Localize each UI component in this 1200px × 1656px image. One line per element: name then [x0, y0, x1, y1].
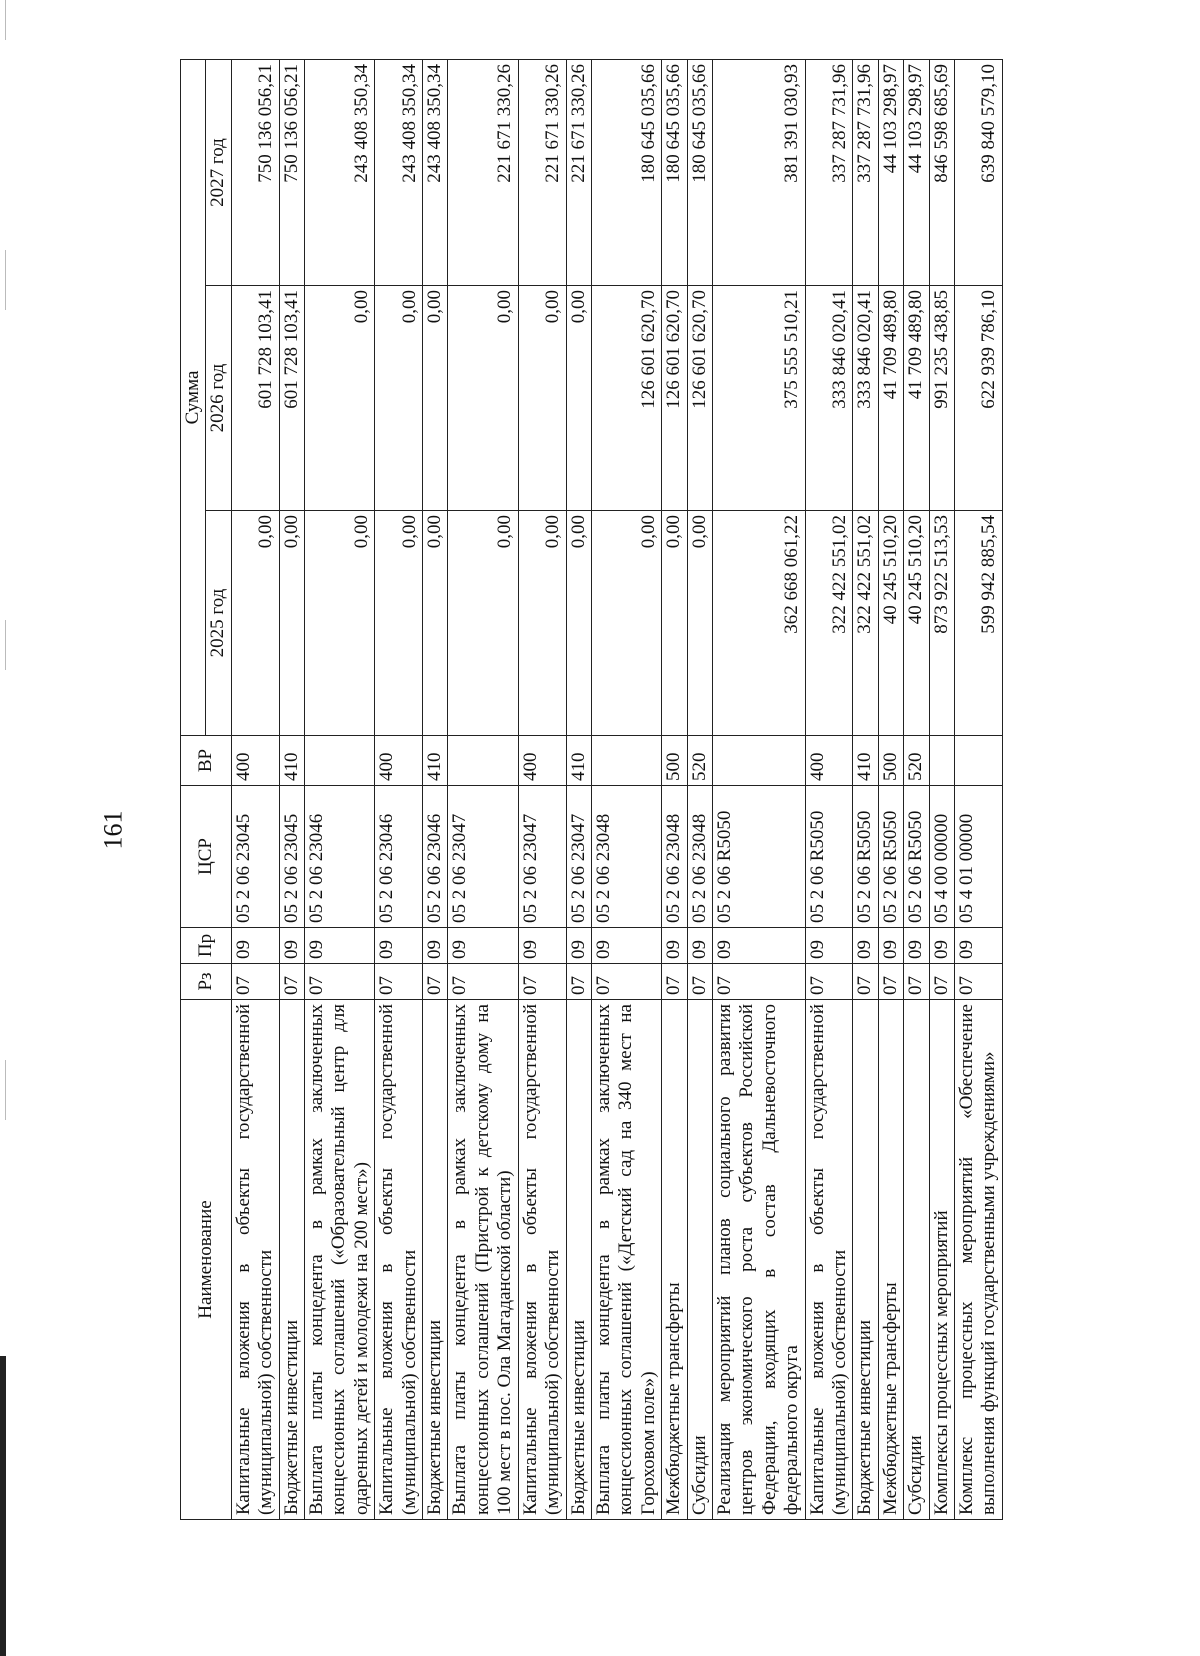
row-2027: 243 408 350,34	[423, 60, 448, 286]
row-name: Субсидии	[687, 1000, 712, 1520]
row-name: Бюджетные инвестиции	[423, 1000, 448, 1520]
row-2025: 873 922 513,53	[929, 511, 954, 736]
table-row	[566, 60, 591, 1520]
row-2025: 40 245 510,20	[878, 511, 903, 736]
row-2027: 243 408 350,34	[305, 60, 375, 286]
row-2026: 622 939 786,10	[955, 286, 1003, 511]
row-name: Реализация мероприятий планов социального развития центров экономического роста субъектов Российской Федерации, входящих в состав Дальневосточного федерального округа	[712, 1000, 805, 1520]
row-2025: 0,00	[279, 511, 304, 736]
row-vr	[712, 736, 805, 786]
row-2026: 333 846 020,41	[805, 286, 853, 511]
row-2027: 180 645 035,66	[687, 60, 712, 286]
row-csr: 05 2 06 R5050	[853, 786, 878, 928]
row-2025: 322 422 551,02	[805, 511, 853, 736]
row-2027: 639 840 579,10	[955, 60, 1003, 286]
row-rz: 07	[566, 964, 591, 1000]
row-rz: 07	[423, 964, 448, 1000]
page-number: 161	[98, 810, 128, 850]
table-row	[518, 60, 566, 1520]
row-vr: 520	[687, 736, 712, 786]
row-pr: 09	[853, 928, 878, 964]
row-csr: 05 2 06 R5050	[904, 786, 929, 928]
row-2026: 126 601 620,70	[687, 286, 712, 511]
row-name: Комплексы процессных мероприятий	[929, 1000, 954, 1520]
row-rz: 07	[518, 964, 566, 1000]
row-2027: 221 671 330,26	[518, 60, 566, 286]
row-2025: 322 422 551,02	[853, 511, 878, 736]
row-pr: 09	[305, 928, 375, 964]
row-csr: 05 2 06 23048	[687, 786, 712, 928]
row-pr: 09	[904, 928, 929, 964]
row-csr: 05 2 06 23046	[375, 786, 423, 928]
row-2026: 991 235 438,85	[929, 286, 954, 511]
row-name: Межбюджетные трансферты	[662, 1000, 687, 1520]
row-2026: 0,00	[566, 286, 591, 511]
row-2027: 381 391 030,93	[712, 60, 805, 286]
row-name: Выплата платы концедента в рамках заключенных концессионных соглашений (Пристрой к детскому дому на 100 мест в пос. Ола Магаданской области)	[448, 1000, 518, 1520]
row-name: Комплекс процессных мероприятий «Обеспечение выполнения функций государственными учреждениями»	[955, 1000, 1003, 1520]
row-2026: 126 601 620,70	[591, 286, 661, 511]
row-2025: 0,00	[591, 511, 661, 736]
row-rz: 07	[305, 964, 375, 1000]
row-2027: 846 598 685,69	[929, 60, 954, 286]
row-2027: 44 103 298,97	[904, 60, 929, 286]
row-csr: 05 2 06 23048	[662, 786, 687, 928]
row-2027: 337 287 731,96	[805, 60, 853, 286]
row-2027: 180 645 035,66	[662, 60, 687, 286]
row-vr	[955, 736, 1003, 786]
row-pr: 09	[878, 928, 903, 964]
row-name: Капитальные вложения в объекты государственной (муниципальной) собственности	[231, 1000, 279, 1520]
table-row	[305, 60, 375, 1520]
row-csr: 05 2 06 R5050	[712, 786, 805, 928]
row-2026: 601 728 103,41	[231, 286, 279, 511]
table-row	[687, 60, 712, 1520]
col-header-2025: 2025 год	[206, 511, 231, 736]
row-2027: 750 136 056,21	[231, 60, 279, 286]
row-csr: 05 4 01 00000	[955, 786, 1003, 928]
row-csr: 05 4 00 00000	[929, 786, 954, 928]
row-rz: 07	[853, 964, 878, 1000]
row-pr: 09	[231, 928, 279, 964]
row-name: Капитальные вложения в объекты государственной (муниципальной) собственности	[375, 1000, 423, 1520]
row-vr: 400	[375, 736, 423, 786]
row-pr: 09	[566, 928, 591, 964]
row-rz: 07	[279, 964, 304, 1000]
row-2026: 41 709 489,80	[904, 286, 929, 511]
row-name: Бюджетные инвестиции	[279, 1000, 304, 1520]
row-name: Выплата платы концедента в рамках заключенных концессионных соглашений («Образовательный центр для одаренных детей и молодежи на 200 мест»)	[305, 1000, 375, 1520]
row-2027: 180 645 035,66	[591, 60, 661, 286]
row-vr: 500	[878, 736, 903, 786]
col-header-rz: Рз	[181, 964, 232, 1000]
row-csr: 05 2 06 23046	[423, 786, 448, 928]
row-2025: 0,00	[448, 511, 518, 736]
row-rz: 07	[805, 964, 853, 1000]
col-header-name: Наименование	[181, 1000, 232, 1520]
row-vr: 410	[853, 736, 878, 786]
col-header-2026: 2026 год	[206, 286, 231, 511]
row-vr: 410	[566, 736, 591, 786]
table-row	[279, 60, 304, 1520]
table-row	[929, 60, 954, 1520]
row-name: Межбюджетные трансферты	[878, 1000, 903, 1520]
row-pr: 09	[805, 928, 853, 964]
row-rz: 07	[448, 964, 518, 1000]
row-name: Бюджетные инвестиции	[566, 1000, 591, 1520]
row-2025: 0,00	[305, 511, 375, 736]
row-2026: 0,00	[448, 286, 518, 511]
row-pr: 09	[929, 928, 954, 964]
row-2025: 0,00	[566, 511, 591, 736]
row-2026: 333 846 020,41	[853, 286, 878, 511]
row-rz: 07	[591, 964, 661, 1000]
row-2025: 362 668 061,22	[712, 511, 805, 736]
row-rz: 07	[712, 964, 805, 1000]
row-2026: 0,00	[375, 286, 423, 511]
col-header-2027: 2027 год	[206, 60, 231, 286]
table-row	[955, 60, 1003, 1520]
row-2025: 0,00	[423, 511, 448, 736]
row-2027: 750 136 056,21	[279, 60, 304, 286]
row-vr	[591, 736, 661, 786]
budget-table	[180, 59, 1003, 1520]
table-row	[231, 60, 279, 1520]
row-2027: 243 408 350,34	[375, 60, 423, 286]
row-name: Капитальные вложения в объекты государственной (муниципальной) собственности	[518, 1000, 566, 1520]
row-csr: 05 2 06 23047	[448, 786, 518, 928]
header-row	[181, 60, 206, 1520]
row-2026: 41 709 489,80	[878, 286, 903, 511]
row-pr: 09	[955, 928, 1003, 964]
scan-edge-mark	[5, 1060, 6, 1120]
col-header-vr: ВР	[181, 736, 232, 786]
row-pr: 09	[662, 928, 687, 964]
row-pr: 09	[712, 928, 805, 964]
row-pr: 09	[518, 928, 566, 964]
row-2027: 44 103 298,97	[878, 60, 903, 286]
row-2026: 0,00	[423, 286, 448, 511]
row-vr: 500	[662, 736, 687, 786]
row-csr: 05 2 06 R5050	[805, 786, 853, 928]
row-pr: 09	[375, 928, 423, 964]
scan-binding-edge	[0, 1356, 32, 1656]
row-2025: 0,00	[375, 511, 423, 736]
row-2025: 599 942 885,54	[955, 511, 1003, 736]
row-rz: 07	[231, 964, 279, 1000]
row-vr: 520	[904, 736, 929, 786]
row-2025: 0,00	[687, 511, 712, 736]
table-row	[591, 60, 661, 1520]
row-csr: 05 2 06 R5050	[878, 786, 903, 928]
col-header-sum: Сумма	[181, 60, 206, 736]
row-2026: 601 728 103,41	[279, 286, 304, 511]
table-row	[878, 60, 903, 1520]
row-vr	[448, 736, 518, 786]
row-2025: 0,00	[231, 511, 279, 736]
row-2026: 0,00	[305, 286, 375, 511]
table-body	[231, 60, 1002, 1520]
table-row	[375, 60, 423, 1520]
row-vr	[305, 736, 375, 786]
row-csr: 05 2 06 23047	[566, 786, 591, 928]
row-name: Выплата платы концедента в рамках заключенных концессионных соглашений («Детский сад на 340 мест на Гороховом поле»)	[591, 1000, 661, 1520]
scan-edge-mark	[5, 250, 6, 310]
row-rz: 07	[878, 964, 903, 1000]
row-name: Капитальные вложения в объекты государственной (муниципальной) собственности	[805, 1000, 853, 1520]
row-2027: 221 671 330,26	[566, 60, 591, 286]
table-row	[805, 60, 853, 1520]
scan-edge-mark	[5, 620, 6, 670]
row-pr: 09	[687, 928, 712, 964]
row-vr: 400	[231, 736, 279, 786]
col-header-csr: ЦСР	[181, 786, 232, 928]
row-vr: 410	[279, 736, 304, 786]
row-2027: 337 287 731,96	[853, 60, 878, 286]
row-pr: 09	[448, 928, 518, 964]
row-2026: 0,00	[518, 286, 566, 511]
row-rz: 07	[929, 964, 954, 1000]
table-row	[448, 60, 518, 1520]
table-row	[662, 60, 687, 1520]
row-vr: 400	[805, 736, 853, 786]
row-pr: 09	[423, 928, 448, 964]
row-csr: 05 2 06 23046	[305, 786, 375, 928]
row-2026: 126 601 620,70	[662, 286, 687, 511]
row-csr: 05 2 06 23045	[279, 786, 304, 928]
table-row	[853, 60, 878, 1520]
row-name: Субсидии	[904, 1000, 929, 1520]
row-2027: 221 671 330,26	[448, 60, 518, 286]
rotated-document-area	[180, 60, 1090, 1520]
row-csr: 05 2 06 23045	[231, 786, 279, 928]
row-vr: 410	[423, 736, 448, 786]
table-row	[712, 60, 805, 1520]
row-rz: 07	[375, 964, 423, 1000]
row-rz: 07	[904, 964, 929, 1000]
row-2025: 40 245 510,20	[904, 511, 929, 736]
row-2026: 375 555 510,21	[712, 286, 805, 511]
row-2025: 0,00	[518, 511, 566, 736]
col-header-pr: Пр	[181, 928, 232, 964]
table-row	[423, 60, 448, 1520]
row-name: Бюджетные инвестиции	[853, 1000, 878, 1520]
row-rz: 07	[687, 964, 712, 1000]
row-pr: 09	[591, 928, 661, 964]
row-vr	[929, 736, 954, 786]
row-vr: 400	[518, 736, 566, 786]
row-csr: 05 2 06 23048	[591, 786, 661, 928]
row-csr: 05 2 06 23047	[518, 786, 566, 928]
row-rz: 07	[662, 964, 687, 1000]
row-2025: 0,00	[662, 511, 687, 736]
scan-edge-mark	[5, 0, 6, 40]
row-rz: 07	[955, 964, 1003, 1000]
row-pr: 09	[279, 928, 304, 964]
table-row	[904, 60, 929, 1520]
